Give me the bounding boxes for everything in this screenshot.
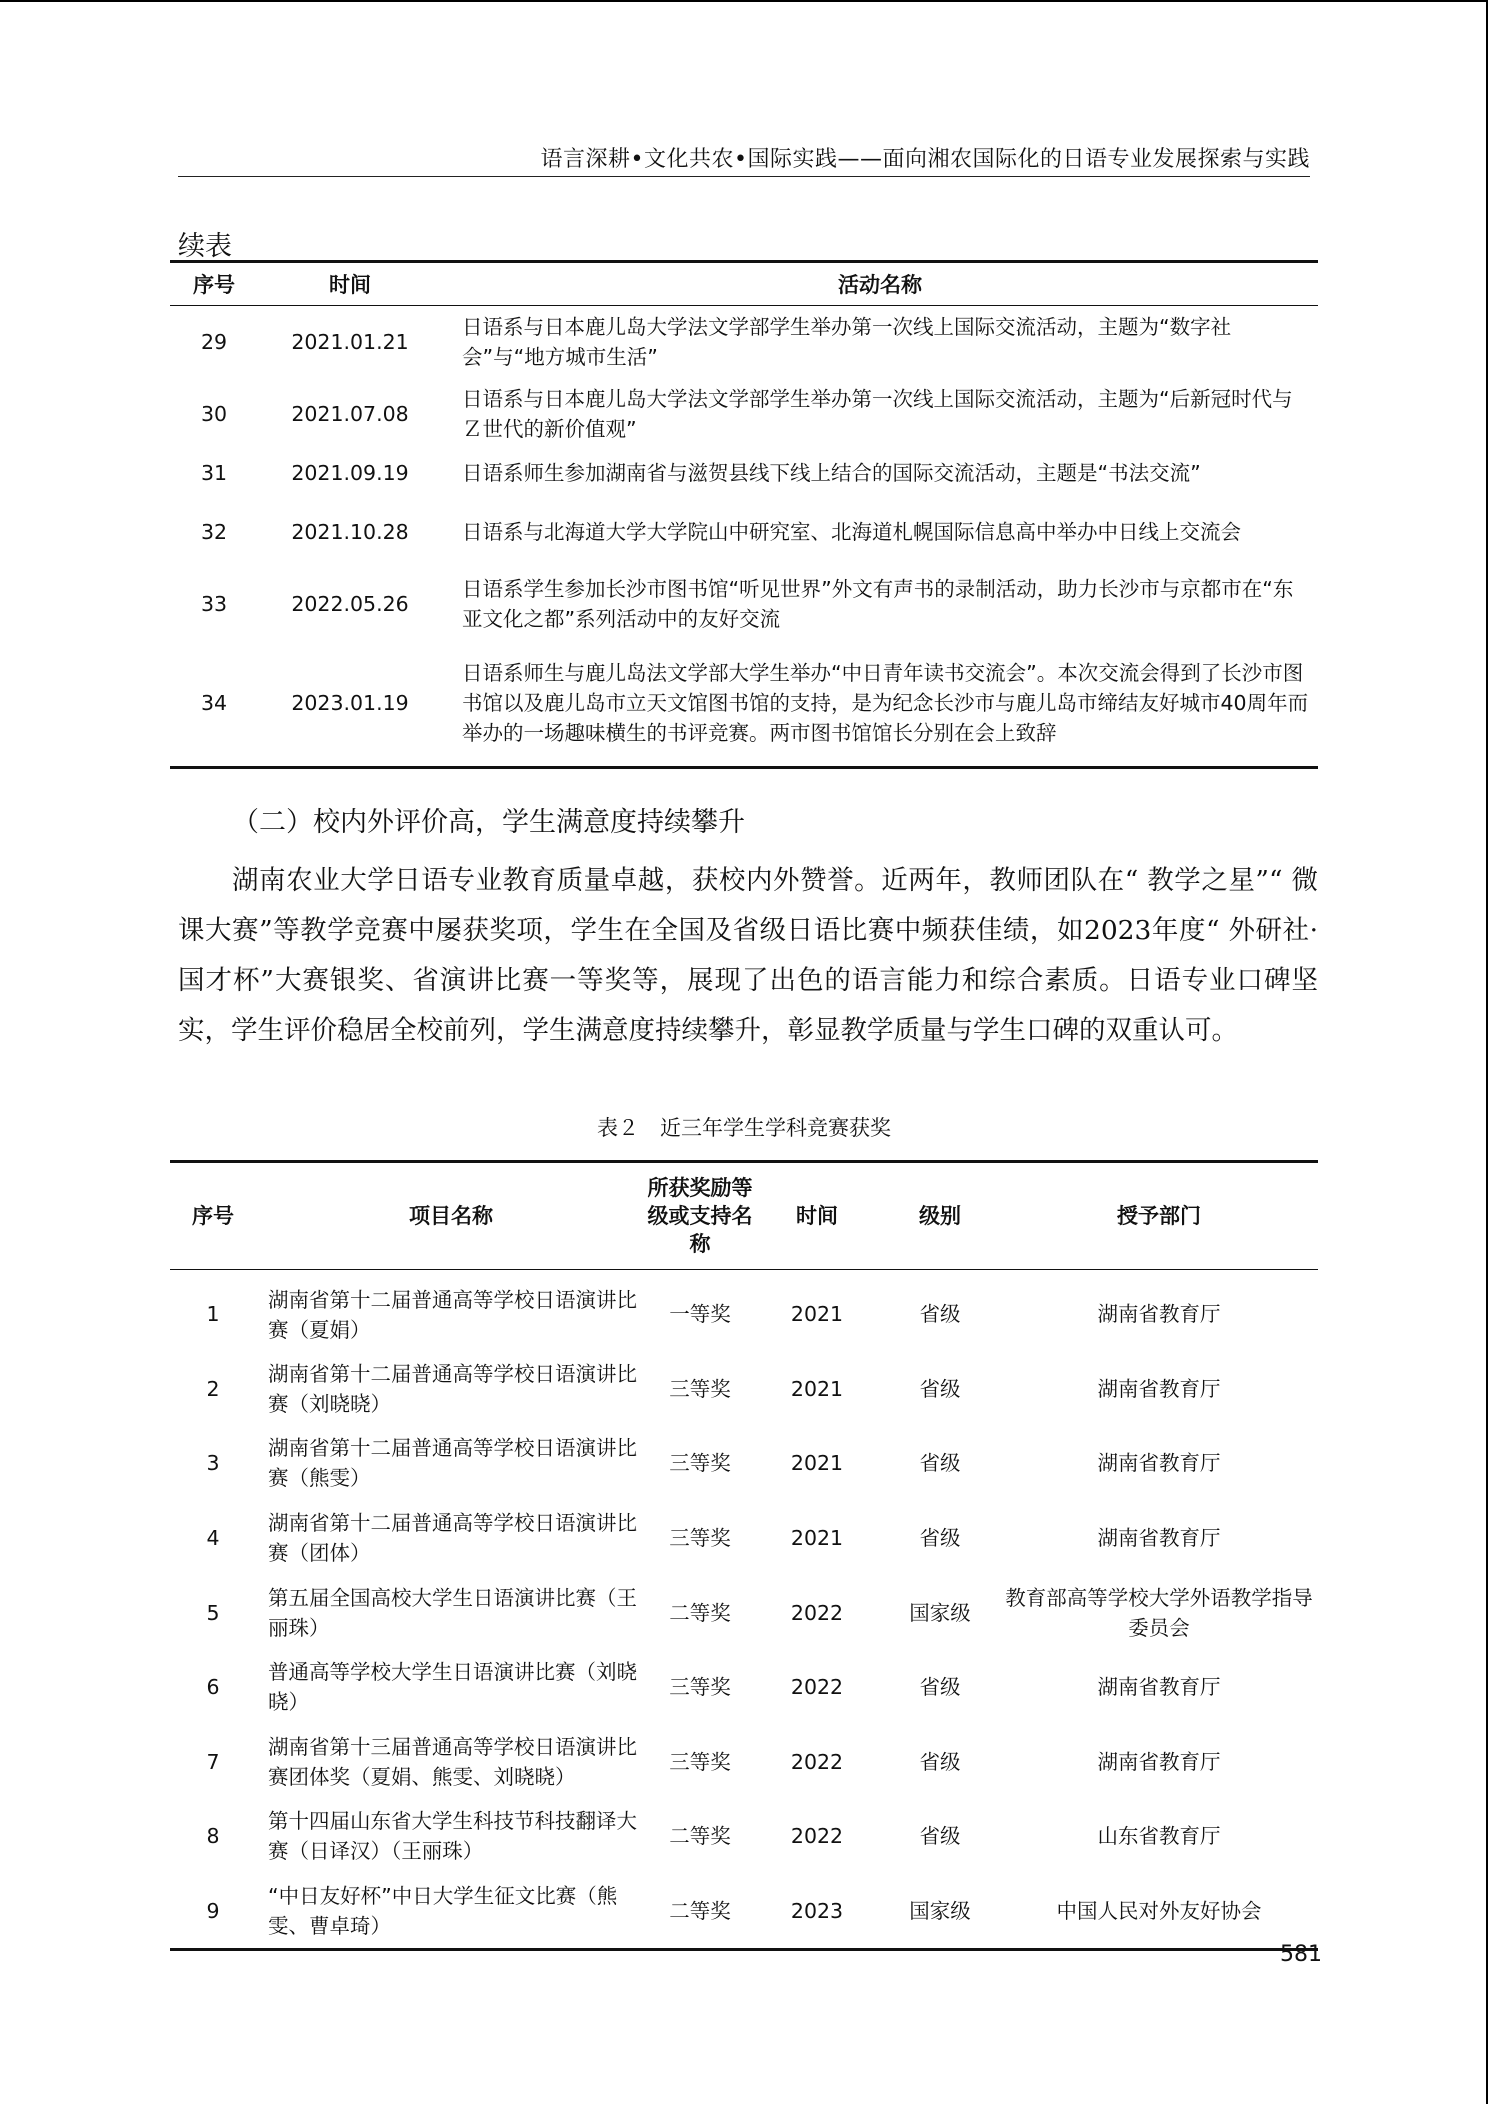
table-row	[170, 496, 1318, 568]
activity-table	[170, 260, 1318, 769]
row-time: 2023	[790, 1899, 844, 1924]
row-no: 31	[200, 460, 228, 485]
row-no: 34	[200, 690, 228, 715]
row-project: 湖南省第十二届普通高等学校日语演讲比赛（刘晓晓）	[268, 1361, 637, 1416]
table-caption: 表２ 近三年学生学科竞赛获奖	[597, 1116, 891, 1140]
row-level: 省级	[919, 1376, 961, 1401]
row-level: 国家级	[909, 1899, 971, 1924]
row-time: 2022	[790, 1749, 844, 1774]
row-time: 2022.05.26	[291, 591, 409, 616]
row-no: 1	[206, 1302, 220, 1327]
row-award: 三等奖	[669, 1451, 731, 1476]
row-award: 三等奖	[669, 1749, 731, 1774]
page-number: 581	[1280, 1942, 1322, 1967]
table-row	[170, 568, 1318, 640]
row-no: 7	[206, 1749, 220, 1774]
table-row	[170, 1650, 1318, 1725]
running-head	[178, 140, 1310, 177]
row-activity: 日语系与日本鹿儿岛大学法文学部学生举办第一次线上国际交流活动，主题为“数字社会”与“地方城市生活”	[462, 314, 1232, 369]
row-time: 2021.09.19	[291, 460, 409, 485]
row-activity: 日语系与北海道大学大学院山中研究室、北海道札幌国际信息高中举办中日线上交流会	[462, 519, 1241, 544]
table-header-row	[170, 1162, 1318, 1270]
row-time: 2021.07.08	[291, 401, 409, 426]
table-header-row	[170, 262, 1318, 306]
column-header-activity: 活动名称	[442, 262, 1318, 306]
row-dept: 教育部高等学校大学外语教学指导委员会	[1005, 1585, 1313, 1640]
table-row	[170, 450, 1318, 496]
table-row	[170, 1725, 1318, 1800]
row-time: 2022	[790, 1675, 844, 1700]
column-header-no: 序号	[170, 262, 258, 306]
section-heading: （二）校内外评价高，学生满意度持续攀升	[232, 807, 745, 838]
row-no: 3	[206, 1451, 220, 1476]
row-level: 省级	[919, 1675, 961, 1700]
row-activity: 日语系与日本鹿儿岛大学法文学部学生举办第一次线上国际交流活动，主题为“后新冠时代与Ｚ世代的新价值观”	[462, 386, 1293, 441]
row-time: 2021	[790, 1526, 844, 1551]
row-dept: 湖南省教育厅	[1097, 1526, 1221, 1551]
row-no: 30	[200, 401, 228, 426]
row-dept: 湖南省教育厅	[1097, 1675, 1221, 1700]
table-row	[170, 640, 1318, 768]
row-time: 2022	[790, 1824, 844, 1849]
row-time: 2021	[790, 1451, 844, 1476]
table-row	[170, 1426, 1318, 1501]
column-header-time: 时间	[258, 262, 442, 306]
row-project: “中日友好杯”中日大学生征文比赛（熊雯、曹卓琦）	[268, 1884, 618, 1939]
table-row	[170, 1501, 1318, 1576]
row-no: 9	[206, 1899, 220, 1924]
row-award: 二等奖	[669, 1824, 731, 1849]
table-row	[170, 1799, 1318, 1874]
row-dept: 湖南省教育厅	[1097, 1451, 1221, 1476]
row-time: 2022	[790, 1600, 844, 1625]
row-project: 湖南省第十二届普通高等学校日语演讲比赛（夏娟）	[268, 1287, 637, 1342]
table-row	[170, 378, 1318, 450]
row-award: 二等奖	[669, 1600, 731, 1625]
row-project: 第五届全国高校大学生日语演讲比赛（王丽珠）	[268, 1585, 637, 1640]
column-header-no: 序号	[170, 1162, 256, 1270]
column-header-project: 项目名称	[256, 1162, 646, 1270]
row-dept: 湖南省教育厅	[1097, 1376, 1221, 1401]
table-row	[170, 1352, 1318, 1427]
row-level: 省级	[919, 1824, 961, 1849]
row-time: 2021	[790, 1302, 844, 1327]
row-no: 4	[206, 1526, 220, 1551]
row-dept: 湖南省教育厅	[1097, 1302, 1221, 1327]
row-no: 33	[200, 591, 228, 616]
page-top-border	[0, 0, 1488, 2]
row-award: 二等奖	[669, 1899, 731, 1924]
row-activity: 日语系师生与鹿儿岛法文学部大学生举办“中日青年读书交流会”。本次交流会得到了长沙市图书馆以及鹿儿岛市立天文馆图书馆的支持，是为纪念长沙市与鹿儿岛市缔结友好城市40周年而举办的一场趣味横生的书评竞赛。两市图书馆馆长分别在会上致辞	[462, 660, 1309, 745]
row-award: 三等奖	[669, 1675, 731, 1700]
row-project: 第十四届山东省大学生科技节科技翻译大赛（日译汉）（王丽珠）	[268, 1809, 637, 1864]
row-level: 省级	[919, 1302, 961, 1327]
row-project: 普通高等学校大学生日语演讲比赛（刘晓晓）	[268, 1660, 637, 1715]
row-project: 湖南省第十二届普通高等学校日语演讲比赛（熊雯）	[268, 1436, 637, 1491]
row-level: 省级	[919, 1749, 961, 1774]
row-level: 省级	[919, 1526, 961, 1551]
row-level: 省级	[919, 1451, 961, 1476]
running-head-text: 语言深耕•文化共农•国际实践——面向湘农国际化的日语专业发展探索与实践	[540, 147, 1310, 172]
row-activity: 日语系师生参加湖南省与滋贺县线下线上结合的国际交流活动，主题是“书法交流”	[462, 460, 1201, 485]
row-time: 2021.01.21	[291, 329, 409, 354]
row-time: 2021.10.28	[291, 519, 409, 544]
row-no: 6	[206, 1675, 220, 1700]
row-no: 2	[206, 1376, 220, 1401]
column-header-award: 所获奖励等级或支持名称	[646, 1162, 754, 1270]
row-project: 湖南省第十二届普通高等学校日语演讲比赛（团体）	[268, 1511, 637, 1566]
row-dept: 中国人民对外友好协会	[1056, 1899, 1262, 1924]
awards-table	[170, 1160, 1318, 1951]
body-paragraph: 湖南农业大学日语专业教育质量卓越，获校内外赞誉。近两年，教师团队在“ 教学之星”“ 微课大赛”等教学竞赛中屡获奖项，学生在全国及省级日语比赛中频获佳绩，如2023年度“ 外研社·国才杯”大赛银奖、省演讲比赛一等奖等，展现了出色的语言能力和综合素质。日语专业口碑坚实，学生评价稳居全校前列，学生满意度持续攀升，彰显教学质量与学生口碑的双重认可。	[178, 865, 1318, 1046]
row-activity: 日语系学生参加长沙市图书馆“听见世界”外文有声书的录制活动，助力长沙市与京都市在“东亚文化之都”系列活动中的友好交流	[462, 576, 1294, 631]
table-row	[170, 1575, 1318, 1650]
row-time: 2021	[790, 1376, 844, 1401]
row-level: 国家级	[909, 1600, 971, 1625]
row-no: 5	[206, 1600, 220, 1625]
row-award: 一等奖	[669, 1302, 731, 1327]
table-row	[170, 306, 1318, 378]
row-no: 8	[206, 1824, 220, 1849]
row-time: 2023.01.19	[291, 690, 409, 715]
column-header-level: 级别	[880, 1162, 1000, 1270]
row-no: 32	[200, 519, 228, 544]
continued-label: 续表	[178, 231, 232, 262]
row-project: 湖南省第十三届普通高等学校日语演讲比赛团体奖（夏娟、熊雯、刘晓晓）	[268, 1734, 637, 1789]
row-award: 三等奖	[669, 1376, 731, 1401]
row-dept: 山东省教育厅	[1097, 1824, 1221, 1849]
table-row	[170, 1270, 1318, 1352]
column-header-time: 时间	[754, 1162, 880, 1270]
table-row	[170, 1874, 1318, 1950]
row-dept: 湖南省教育厅	[1097, 1749, 1221, 1774]
column-header-dept: 授予部门	[1000, 1162, 1318, 1270]
row-no: 29	[200, 329, 228, 354]
row-award: 三等奖	[669, 1526, 731, 1551]
